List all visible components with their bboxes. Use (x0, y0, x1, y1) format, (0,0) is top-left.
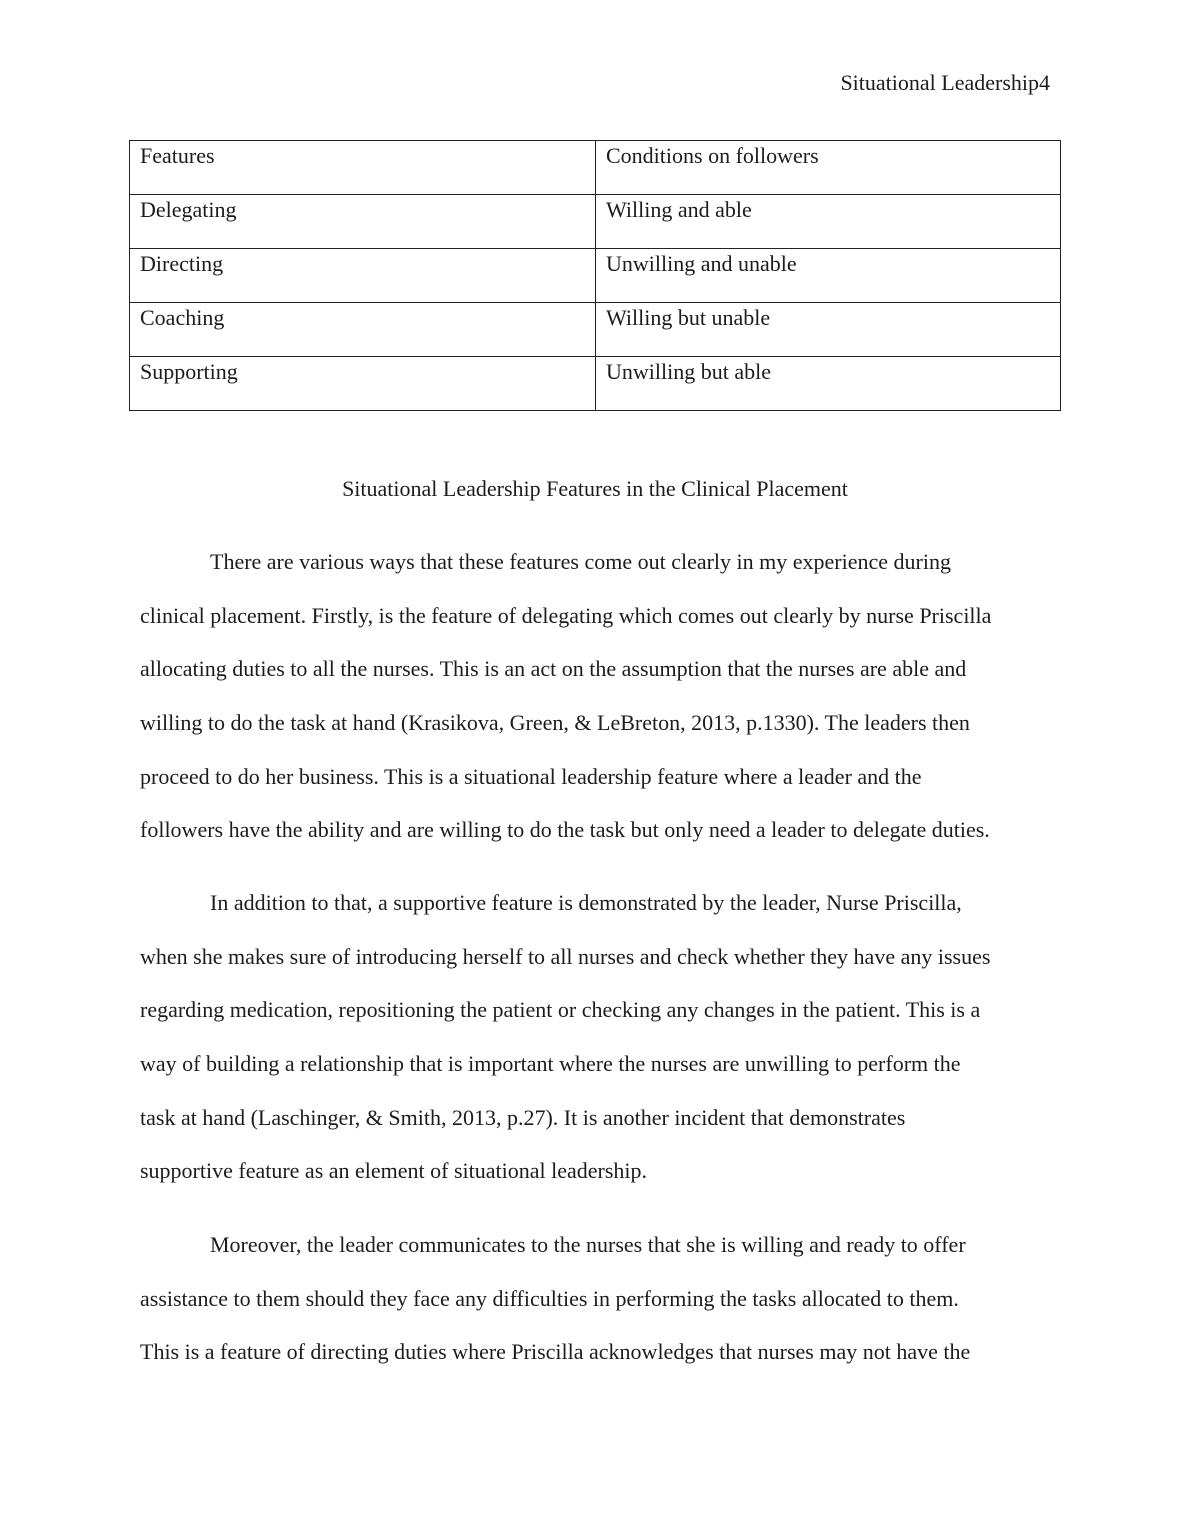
text-line: allocating duties to all the nurses. This is an act on the assumption that the nurses are able and (140, 656, 967, 682)
text-line: In addition to that, a supportive feature is demonstrated by the leader, Nurse Priscilla, (210, 890, 962, 915)
table-header-row (130, 141, 1061, 195)
section-heading: Situational Leadership Features in the Clinical Placement (342, 476, 848, 501)
table-header-cell: Features (130, 141, 596, 195)
text-line: way of building a relationship that is important where the nurses are unwilling to perform the (140, 1051, 961, 1077)
paragraph (140, 1232, 1060, 1393)
table-row (130, 249, 1061, 303)
text-line: regarding medication, repositioning the patient or checking any changes in the patient. This is a (140, 997, 981, 1023)
table-header-cell: Conditions on followers (596, 141, 1061, 195)
table-cell: Willing and able (596, 195, 1061, 249)
text-line: willing to do the task at hand (Krasikova, Green, & LeBreton, 2013, p.1330). The leaders then (140, 710, 970, 736)
paragraph (140, 890, 1060, 1212)
page-number: 4 (1039, 70, 1050, 95)
features-table (129, 140, 1061, 411)
text-line: assistance to them should they face any difficulties in performing the tasks allocated to them. (140, 1285, 959, 1311)
text-line: Moreover, the leader communicates to the nurses that she is willing and ready to offer (210, 1232, 966, 1257)
text-line: This is a feature of directing duties where Priscilla acknowledges that nurses may not have the (140, 1339, 971, 1365)
text-line: followers have the ability and are willing to do the task but only need a leader to delegate duties. (140, 817, 990, 843)
text-line: There are various ways that these features come out clearly in my experience during (210, 549, 951, 574)
table-cell: Coaching (130, 303, 596, 357)
table-cell: Delegating (130, 195, 596, 249)
table-cell: Supporting (130, 357, 596, 411)
text-line: task at hand (Laschinger, & Smith, 2013, p.27). It is another incident that demonstrates (140, 1104, 906, 1130)
paragraph (140, 549, 1060, 871)
table-cell: Unwilling but able (596, 357, 1061, 411)
running-head-title: Situational Leadership (840, 70, 1039, 95)
text-line: proceed to do her business. This is a situational leadership feature where a leader and the (140, 763, 922, 789)
table-row (130, 303, 1061, 357)
text-line: when she makes sure of introducing herself to all nurses and check whether they have any issues (140, 943, 991, 969)
text-line: clinical placement. Firstly, is the feature of delegating which comes out clearly by nurse Priscilla (140, 602, 992, 628)
text-line: supportive feature as an element of situational leadership. (140, 1158, 648, 1184)
table-cell: Directing (130, 249, 596, 303)
table-cell: Unwilling and unable (596, 249, 1061, 303)
table-row (130, 357, 1061, 411)
table-cell: Willing but unable (596, 303, 1061, 357)
table-row (130, 195, 1061, 249)
running-header (840, 70, 1050, 96)
